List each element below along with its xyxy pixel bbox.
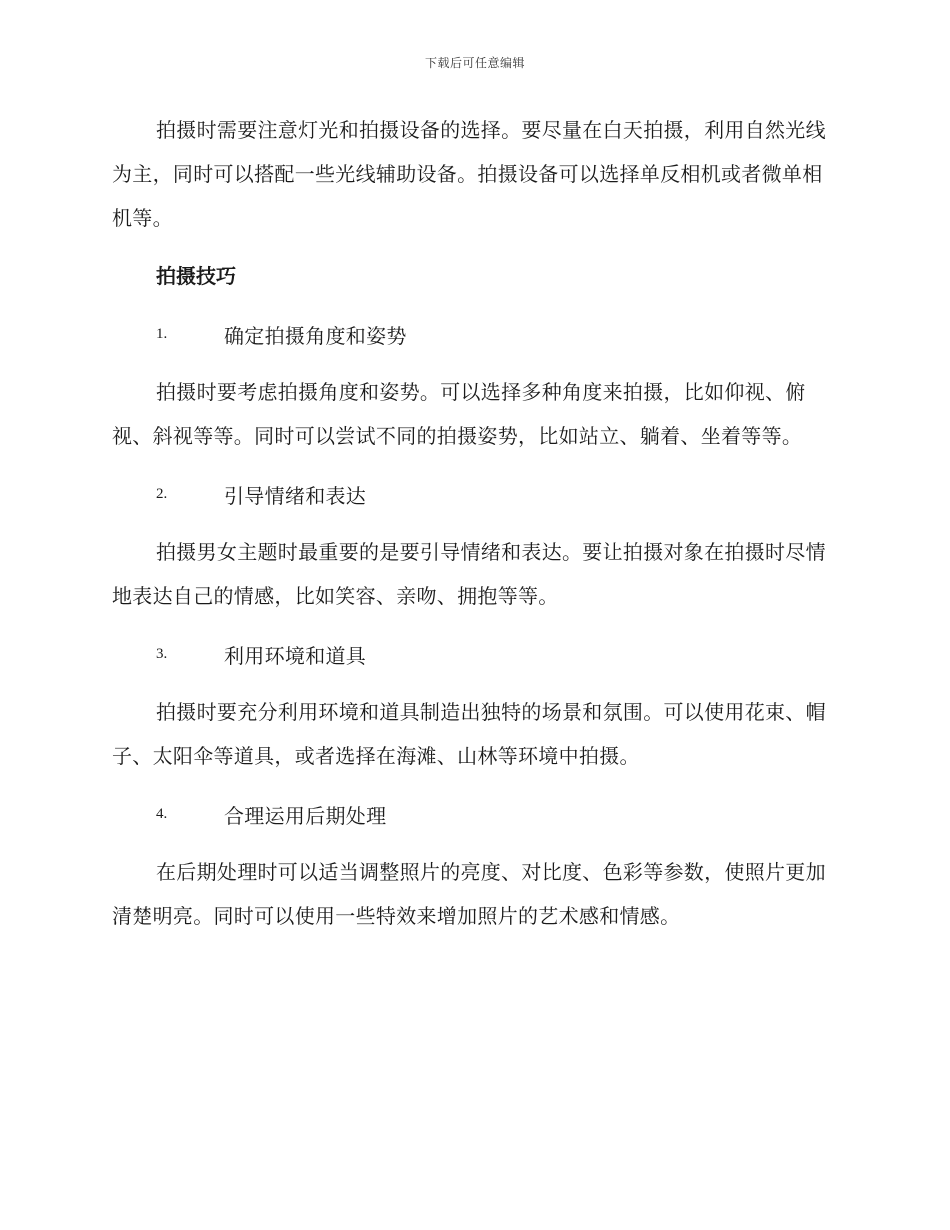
document-body (112, 108, 832, 952)
intro-paragraph: 拍摄时需要注意灯光和拍摄设备的选择。要尽量在白天拍摄，利用自然光线为主，同时可以搭配一些光线辅助设备。拍摄设备可以选择单反相机或者微单相机等。 (112, 118, 826, 230)
header-note: 下载后可任意编辑 (424, 56, 525, 70)
list-item-4 (112, 792, 832, 836)
list-number: 1. (156, 325, 168, 342)
item-paragraph-3: 拍摄时要充分利用环境和道具制造出独特的场景和氛围。可以使用花束、帽子、太阳伞等道具，或者选择在海滩、山林等环境中拍摄。 (112, 700, 826, 768)
list-number: 3. (156, 645, 168, 662)
item-paragraph-2: 拍摄男女主题时最重要的是要引导情绪和表达。要让拍摄对象在拍摄时尽情地表达自己的情感，比如笑容、亲吻、拥抱等等。 (112, 540, 826, 608)
list-item-2 (112, 472, 832, 516)
list-item-3 (112, 632, 832, 676)
item-paragraph-4: 在后期处理时可以适当调整照片的亮度、对比度、色彩等参数，使照片更加清楚明亮。同时可以使用一些特效来增加照片的艺术感和情感。 (112, 860, 826, 928)
list-heading: 合理运用后期处理 (224, 803, 387, 828)
list-heading: 利用环境和道具 (224, 643, 367, 668)
list-number: 4. (156, 805, 168, 822)
section-title: 拍摄技巧 (156, 264, 236, 288)
list-item-1 (112, 312, 832, 356)
list-heading: 引导情绪和表达 (224, 483, 367, 508)
item-paragraph-1: 拍摄时要考虑拍摄角度和姿势。可以选择多种角度来拍摄，比如仰视、俯视、斜视等等。同时可以尝试不同的拍摄姿势，比如站立、躺着、坐着等等。 (112, 380, 806, 448)
list-number: 2. (156, 485, 168, 502)
list-heading: 确定拍摄角度和姿势 (224, 323, 407, 348)
